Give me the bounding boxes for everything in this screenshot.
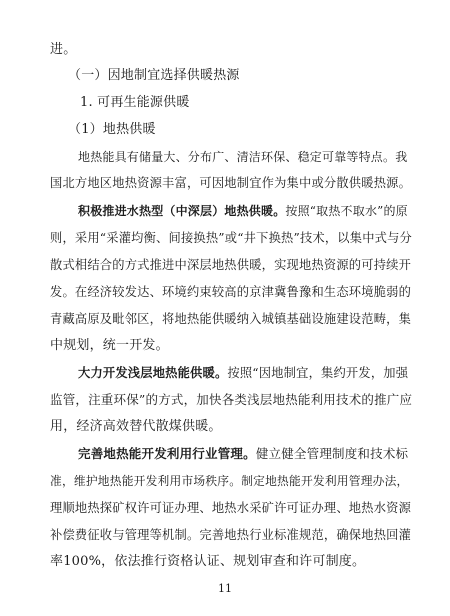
continuation-text: 进。 [50,42,77,57]
paragraph-line: 理顺地热探矿权许可证办理、地热水采矿许可证办理、地热水资源 [50,501,412,515]
paragraph-lead: 积极推进水热型（中深层）地热供暖。 [78,204,286,218]
paragraph-line: 国北方地区地热资源丰富，可因地制宜作为集中或分散供暖热源。 [50,176,412,190]
paragraph-line-first [78,446,408,462]
paragraph-lead: 大力开发浅层地热能供暖。 [78,365,228,380]
paragraph-line: 散式相结合的方式推进中深层地热供暖，实现地热资源的可持续开 [50,258,412,272]
paragraph-text: 按照“取热不取水”的原 [285,204,408,218]
paragraph-line: 青藏高原及毗邻区，将地热能供暖纳入城镇基础设施建设范畴，集 [50,312,412,326]
page-number: 11 [218,582,232,595]
paragraph-line: 则，采用“采灌均衡、间接换热”或“井下换热”技术，以集中式与分 [50,231,412,245]
paragraph-line: 监管，注重环保”的方式，加快各类浅层地热能利用技术的推广应 [50,392,413,407]
paragraph-line: 中规划，统一开发。 [50,338,169,353]
paragraph-line: 发。在经济较发达、环境约束较高的京津冀鲁豫和生态环境脆弱的 [50,285,412,299]
paragraph-text: 按照“因地制宜，集约开发，加强 [227,366,409,380]
paragraph-line: 用，经济高效替代散煤供暖。 [50,419,222,434]
section-heading: （一）因地制宜选择供暖热源 [68,68,240,83]
paragraph-line-first [78,365,408,381]
paragraph-text: 健立健全管理制度和技术标 [255,446,409,461]
paragraph-line: 地热能具有储量大、分布广、清洁环保、稳定可靠等特点。我 [78,150,408,164]
subsubsection-heading: （1）地热供暖 [68,122,156,137]
subsection-heading: 1. 可再生能源供暖 [80,95,190,110]
paragraph-line: 准，维护地热能开发利用市场秩序。制定地热能开发利用管理办法， [50,474,409,488]
paragraph-lead: 完善地热能开发利用行业管理。 [78,446,256,461]
paragraph-line-first [78,203,408,219]
paragraph-line: 率100%，依法推行资格认证、规划审查和许可制度。 [50,554,366,569]
paragraph-line: 补偿费征收与管理等机制。完善地热行业标准规范，确保地热回灌 [50,528,412,542]
